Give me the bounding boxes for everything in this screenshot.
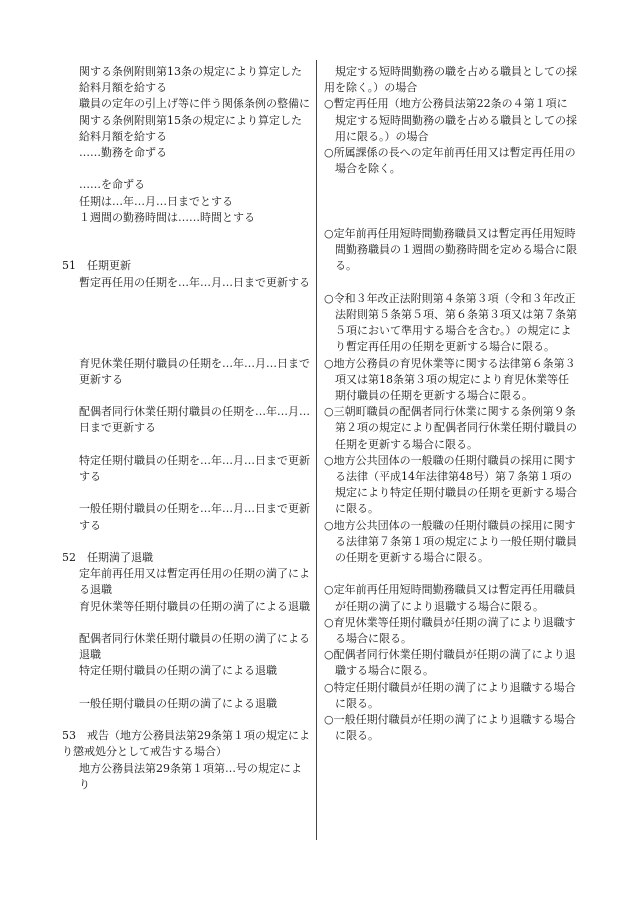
order-phrase: 定年前再任用又は暫定再任用の任期の満了による退職 [79, 567, 310, 597]
blank-space [62, 291, 310, 356]
blank-space [62, 534, 310, 550]
remark-note: ○定年前再任用短時間勤務職員又は暫定再任用短時間勤務職員の１週間の勤務時間を定める場合に限る。 [324, 227, 577, 273]
order-phrase: ……を命ずる [79, 178, 145, 192]
order-phrase: 一般任期付職員の任期を…年…月…日まで更新する [79, 502, 310, 532]
remark-note: ○定年前再任用短時間勤務職員又は暫定再任用職員が任期の満了により退職する場合に限る。 [324, 583, 576, 613]
section-heading: 53 戒告（地方公務員法第29条第１項の規定により懲戒処分として戒告する場合） [62, 729, 310, 759]
blank-space [62, 226, 310, 258]
blank-space [62, 388, 310, 404]
order-phrase: 特定任期付職員の任期の満了による退職 [79, 664, 277, 678]
right-column [324, 64, 578, 744]
remark-note: ○地方公務員の育児休業等に関する法律第６条第３項又は第18条第３項の規定により育児休業等任期付職員の任期を更新する場合に限る。 [324, 356, 576, 403]
blank-space [62, 485, 310, 501]
blank-space [324, 177, 578, 226]
remark-note: ○育児休業等任期付職員が任期の満了により退職する場合に限る。 [324, 615, 576, 646]
remark-note: ○暫定再任用（地方公務員法第22条の４第１項に規定する短時間勤務の職を占める職員としての採用に限る。）の場合 [324, 97, 577, 143]
blank-space [324, 566, 578, 582]
order-phrase: 育児休業任期付職員の任期を…年…月…日まで更新する [79, 356, 310, 386]
section-heading: 52 任期満了退職 [62, 550, 153, 564]
remark-note: ○所属課係の長への定年前再任用又は暫定再任用の場合を除く。 [324, 146, 576, 176]
order-phrase: 関する条例附則第13条の規定により算定した給料月額を給する [79, 65, 302, 95]
order-phrase: 一般任期付職員の任期の満了による退職 [79, 696, 277, 710]
column-divider [316, 60, 317, 840]
order-phrase: 地方公務員法第29条第１項第…号の規定により [79, 761, 302, 791]
remark-note: 規定する短時間勤務の職を占める職員としての採用を除く。）の場合 [324, 65, 577, 95]
order-phrase: 暫定再任用の任期を…年…月…日まで更新する [79, 275, 310, 289]
order-phrase: 配偶者同行休業任期付職員の任期を…年…月…日まで更新する [79, 405, 310, 435]
remark-note: ○令和３年改正法附則第４条第３項（令和３年改正法附則第５条第５項、第６条第３項又は第７条第５項において準用する場合を含む。）の規定により暫定再任用の任期を更新する場合に限る。 [324, 291, 577, 354]
blank-space [62, 615, 310, 631]
left-column [62, 64, 310, 793]
blank-space [324, 275, 578, 291]
section-heading: 51 任期更新 [62, 259, 131, 273]
order-phrase: １週間の勤務時間は……時間とする [79, 210, 255, 224]
order-phrase: ……勤務を命ずる [79, 146, 167, 160]
blank-space [62, 712, 310, 728]
blank-space [62, 680, 310, 696]
order-phrase: 職員の定年の引上げ等に伴う関係条例の整備に関する条例附則第15条の規定により算定した給料月額を給する [79, 97, 310, 143]
blank-space [62, 161, 310, 177]
remark-note: ○三朝町職員の配偶者同行休業に関する条例第９条第２項の規定により配偶者同行休業任期付職員の任期を更新する場合に限る。 [324, 405, 577, 451]
blank-space [62, 437, 310, 453]
remark-note: ○地方公共団体の一般職の任期付職員の採用に関する法律第７条第１項の規定により一般任期付職員の任期を更新する場合に限る。 [324, 518, 577, 565]
remark-note: ○一般任期付職員が任期の満了により退職する場合に限る。 [324, 713, 576, 743]
order-phrase: 配偶者同行休業任期付職員の任期の満了による退職 [79, 631, 310, 662]
order-phrase: 特定任期付職員の任期を…年…月…日まで更新する [79, 453, 310, 483]
remark-note: ○地方公共団体の一般職の任期付職員の採用に関する法律（平成14年法律第48号）第７条第１項の規定により特定任期付職員の任期を更新する場合に限る。 [324, 453, 577, 516]
remark-note: ○特定任期付職員が任期の満了により退職する場合に限る。 [324, 680, 576, 710]
order-phrase: 任期は…年…月…日までとする [79, 194, 233, 208]
order-phrase: 育児休業等任期付職員の任期の満了による退職 [79, 599, 310, 613]
remark-note: ○配偶者同行休業任期付職員が任期の満了により退職する場合に限る。 [324, 648, 576, 678]
